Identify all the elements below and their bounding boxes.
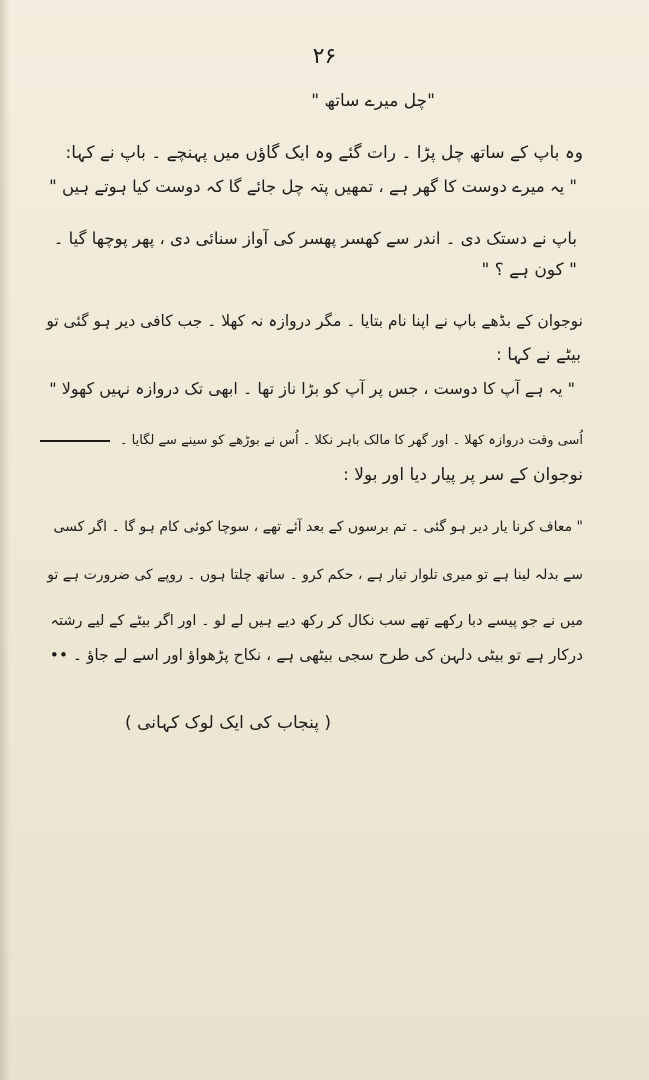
- text-line: میں نے جو پیسے دبا رکھے تھے سب نکال کر رکھ دیے ہیں لے لو ۔ اور اگر بیٹے کے لیے رشتہ: [50, 613, 583, 629]
- line-text: اُسی وقت دروازہ کھلا ۔ اور گھر کا مالک باہر نکلا ۔ اُس نے بوڑھے کو سینے سے لگایا ۔: [119, 433, 583, 448]
- text-line: بیٹے نے کہا :: [496, 345, 581, 365]
- text-line: " یہ میرے دوست کا گھر ہے ، تمھیں پتہ چل جائے گا کہ دوست کیا ہوتے ہیں ": [49, 177, 577, 196]
- text-line: "چل میرے ساتھ ": [311, 91, 435, 111]
- text-line: درکار ہے تو بیٹی دلہن کی طرح سجی بیٹھی ہے ، نکاح پڑھواؤ اور اسے لے جاؤ ۔ ••: [49, 646, 583, 664]
- text-line: " معاف کرنا یار دیر ہو گئی ۔ تم برسوں کے بعد آئے تھے ، سوچا کوئی کام ہو گا ۔ اگر کسی: [53, 519, 583, 535]
- dash-rule: [40, 440, 110, 442]
- text-line: نوجوان کے سر پر پیار دیا اور بولا :: [343, 465, 583, 485]
- text-line: سے بدلہ لینا ہے تو میری تلوار تیار ہے ، حکم کرو ۔ ساتھ چلتا ہوں ۔ روپے کی ضرورت ہے تو: [47, 567, 583, 583]
- text-line: [40, 428, 583, 454]
- text-line: " کون ہے ؟ ": [481, 260, 577, 280]
- text-line: وہ باپ کے ساتھ چل پڑا ۔ رات گئے وہ ایک گاؤں میں پہنچے ۔ باپ نے کہا:: [65, 143, 583, 163]
- text-line: نوجوان کے بڈھے باپ نے اپنا نام بتایا ۔ مگر دروازہ نہ کھلا ۔ جب کافی دیر ہو گئی تو: [46, 312, 583, 330]
- text-line: باپ نے دستک دی ۔ اندر سے کھسر پھسر کی آواز سنائی دی ، پھر پوچھا گیا ۔: [53, 229, 577, 248]
- text-line: " یہ ہے آپ کا دوست ، جس پر آپ کو بڑا ناز تھا ۔ ابھی تک دروازہ نہیں کھولا ": [49, 379, 575, 398]
- page-number: ۲۶: [312, 44, 337, 69]
- story-source: ( پنجاب کی ایک لوک کہانی ): [125, 713, 331, 733]
